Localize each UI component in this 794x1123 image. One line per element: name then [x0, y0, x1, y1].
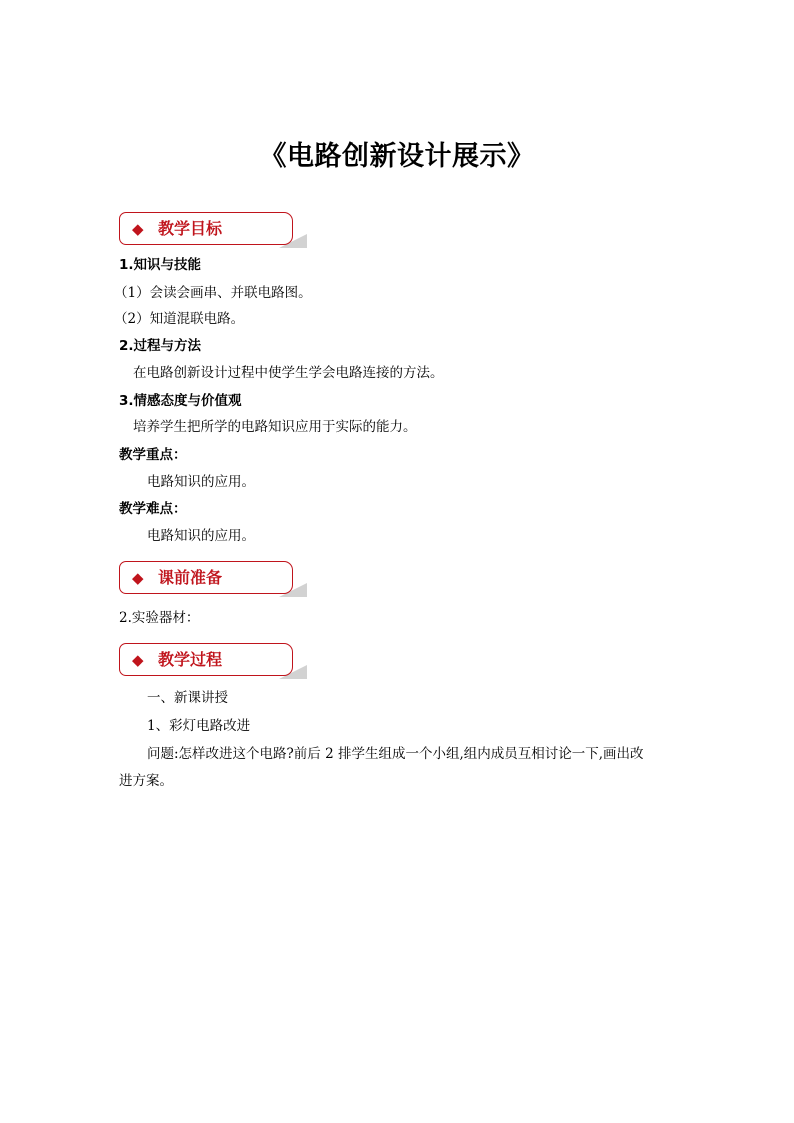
section-label: 课前准备 [158, 568, 223, 587]
section-header-box [119, 561, 293, 594]
section-header-process [119, 643, 305, 683]
process-line: 进方案。 [119, 773, 173, 789]
section-header-box [119, 643, 293, 676]
objective-heading-knowledge: 1.知识与技能 [119, 257, 202, 273]
diamond-icon: ◆ [132, 569, 144, 587]
difficulty-text: 电路知识的应用。 [147, 528, 255, 544]
objective-heading-attitude: 3.情感态度与价值观 [119, 393, 242, 409]
difficulty-label: 教学难点： [119, 501, 187, 517]
process-line: 一、新课讲授 [147, 690, 228, 706]
objective-text: 培养学生把所学的电路知识应用于实际的能力。 [133, 419, 417, 435]
diamond-icon: ◆ [132, 651, 144, 669]
objective-text: 在电路创新设计过程中使学生学会电路连接的方法。 [133, 365, 444, 381]
process-line: 1、彩灯电路改进 [147, 718, 251, 734]
section-header-box [119, 212, 293, 245]
section-header-objectives [119, 212, 305, 252]
key-point-label: 教学重点： [119, 447, 187, 463]
key-point-text: 电路知识的应用。 [147, 474, 255, 490]
document-title: 《电路创新设计展示》 [259, 141, 535, 172]
section-label: 教学过程 [158, 650, 223, 669]
section-label: 教学目标 [158, 219, 223, 238]
preparation-item: 2.实验器材： [119, 610, 200, 626]
process-line: 问题:怎样改进这个电路?前后 2 排学生组成一个小组,组内成员互相讨论一下,画出改 [147, 746, 644, 762]
objective-item: （2）知道混联电路。 [114, 311, 245, 327]
diamond-icon: ◆ [132, 220, 144, 238]
objective-item: （1）会读会画串、并联电路图。 [114, 285, 312, 301]
section-header-preparation [119, 561, 305, 601]
objective-heading-process: 2.过程与方法 [119, 338, 202, 354]
